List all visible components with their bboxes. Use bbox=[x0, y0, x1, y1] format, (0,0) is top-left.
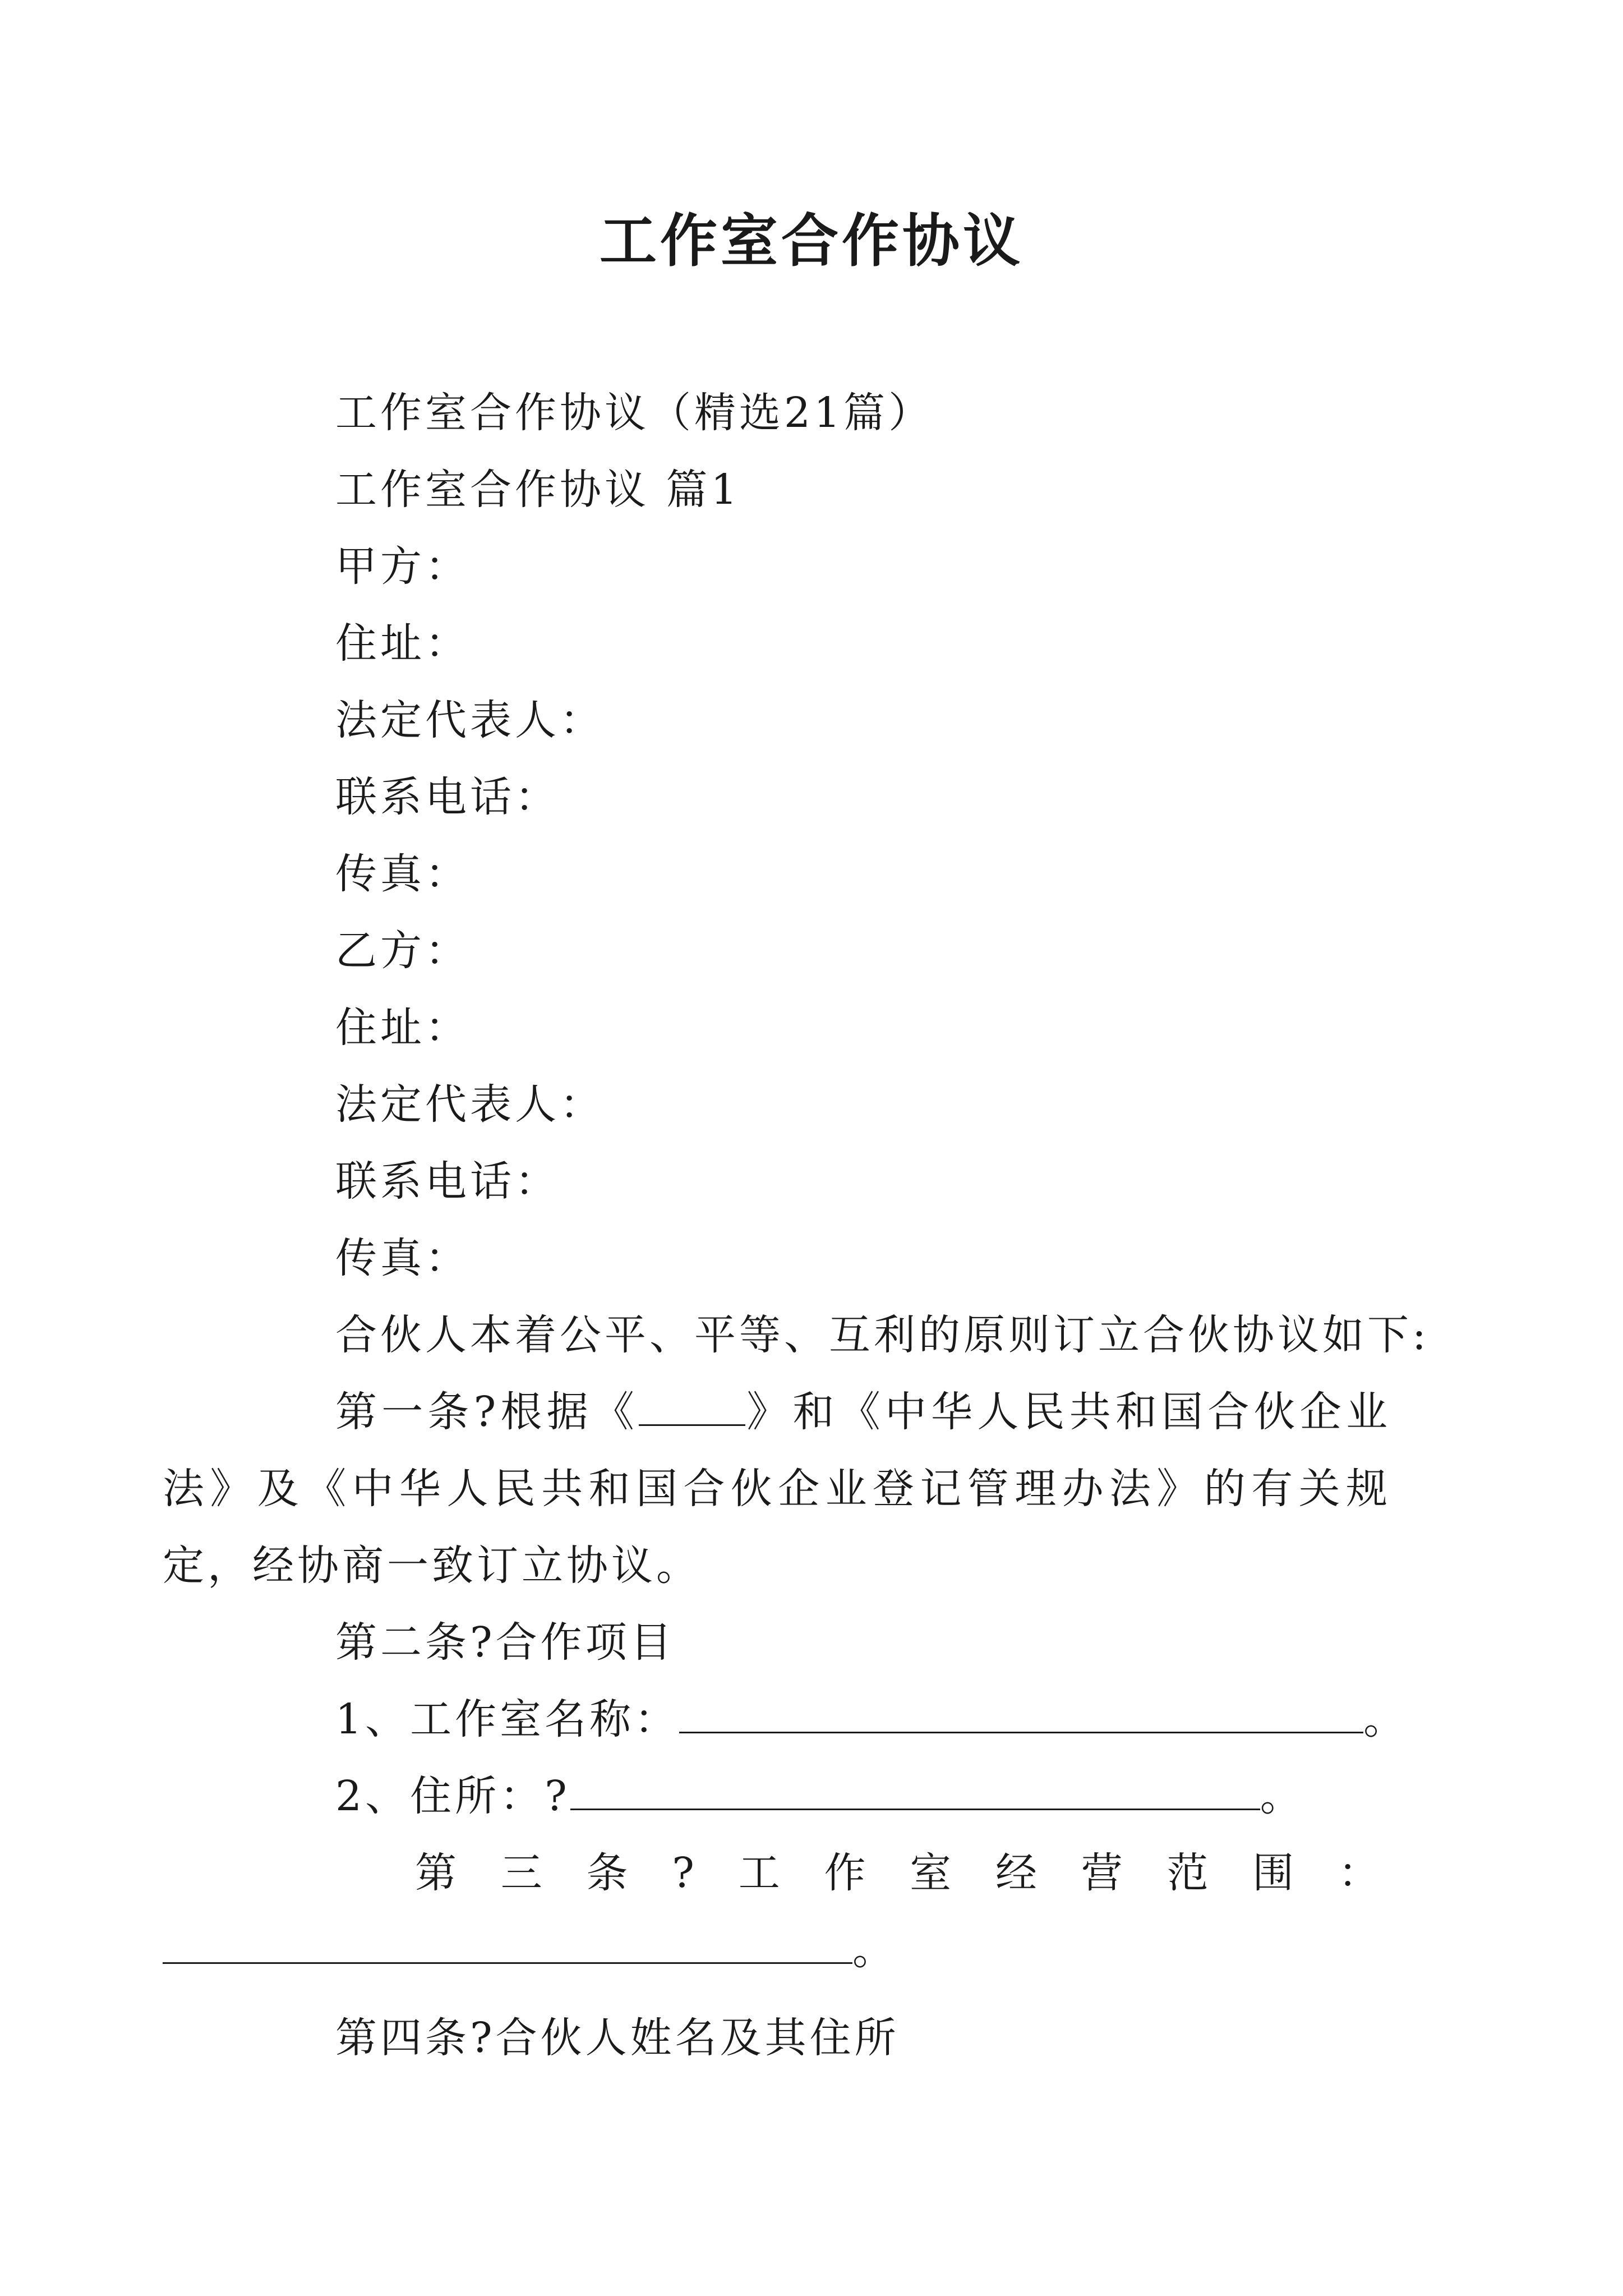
article-3-blank-line bbox=[163, 1912, 1391, 1989]
fax-label: 传真： bbox=[335, 1234, 470, 1282]
fax-label: 传真： bbox=[335, 850, 470, 898]
article-3: 第三条?工作室经营范围： bbox=[415, 1849, 1391, 1897]
fill-blank bbox=[639, 1389, 745, 1426]
studio-name-line bbox=[252, 1681, 1409, 1758]
party-a-label: 甲方： bbox=[335, 542, 470, 591]
period: 。 bbox=[1260, 1772, 1305, 1820]
fill-blank bbox=[679, 1697, 1363, 1733]
residence-label: 2、住所：? bbox=[335, 1772, 570, 1820]
article-1-text-a: 第一条?根据《 bbox=[335, 1388, 639, 1436]
paragraph: 合伙人本着公平、平等、互利的原则订立合伙协议如下: bbox=[335, 1311, 1430, 1359]
address-label: 住址： bbox=[335, 619, 470, 668]
article-4: 第四条?合伙人姓名及其住所 bbox=[335, 2014, 900, 2062]
article-2: 第二条?合作项目 bbox=[335, 1618, 675, 1667]
legal-rep-label: 法定代表人： bbox=[335, 1080, 605, 1129]
studio-name-label: 1、工作室名称： bbox=[335, 1695, 680, 1743]
address-label: 住址： bbox=[335, 1004, 470, 1052]
party-b-label: 乙方： bbox=[335, 927, 470, 975]
residence-line bbox=[252, 1758, 1391, 1835]
paragraph: 工作室合作协议 篇1 bbox=[335, 466, 741, 514]
phone-label: 联系电话： bbox=[335, 1157, 560, 1205]
page-title: 工作室合作协议 bbox=[600, 208, 1023, 275]
article-1 bbox=[163, 1374, 1391, 1604]
period: 。 bbox=[852, 1926, 897, 1974]
fill-blank bbox=[570, 1774, 1260, 1810]
period: 。 bbox=[1363, 1695, 1409, 1743]
article-1-text-b: 》和《中华人民共和国合伙企业法》及《中华人民共和国合伙企业登记管理办法》的有关规定，经协商一致订立协议。 bbox=[163, 1388, 1391, 1590]
paragraph: 工作室合作协议（精选21篇） bbox=[335, 389, 934, 437]
fill-blank bbox=[163, 1927, 852, 1964]
legal-rep-label: 法定代表人： bbox=[335, 696, 605, 744]
document-body bbox=[163, 375, 1430, 2077]
phone-label: 联系电话： bbox=[335, 773, 560, 821]
